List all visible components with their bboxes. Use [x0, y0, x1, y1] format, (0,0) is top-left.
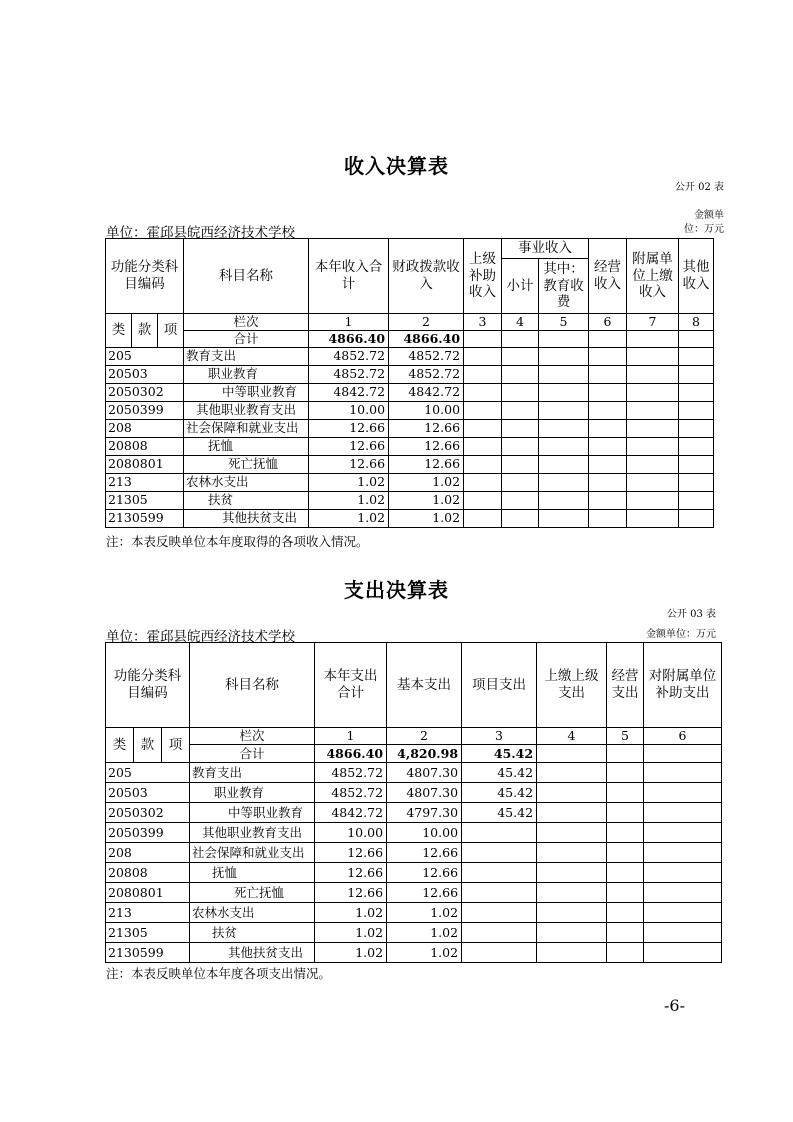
table-row: [106, 783, 722, 803]
expense-header-kuan: 款: [134, 728, 162, 763]
income-col-number: 7: [627, 314, 679, 331]
row-project: [462, 903, 537, 923]
income-col-number: 5: [539, 314, 589, 331]
row-basic: 4797.30: [387, 803, 462, 823]
expense-header-basic: 基本支出: [387, 643, 462, 728]
row-basic: 10.00: [387, 823, 462, 843]
row-code: 21305: [106, 491, 184, 509]
row-total: 10.00: [315, 823, 387, 843]
expense-header-operating: 经营支出: [607, 643, 644, 728]
row-fiscal: 4842.72: [389, 383, 464, 401]
row-name: 抚恤: [184, 437, 309, 455]
row-code: 205: [106, 763, 190, 783]
expense-col-number: 2: [387, 728, 462, 745]
income-header-affiliated: 附属单位上缴收入: [627, 239, 679, 314]
table-row: [106, 383, 714, 401]
row-code: 208: [106, 419, 184, 437]
row-name: 扶贫: [184, 491, 309, 509]
row-name: 扶贫: [190, 923, 315, 943]
row-total: 1.02: [315, 943, 387, 963]
row-total: 4842.72: [315, 803, 387, 823]
row-total: 1.02: [315, 923, 387, 943]
income-col-number: 3: [464, 314, 502, 331]
row-fiscal: 12.66: [389, 437, 464, 455]
expense-header-code: 功能分类科目编码: [106, 643, 190, 728]
row-basic: 4807.30: [387, 783, 462, 803]
income-col-number: 2: [389, 314, 464, 331]
income-form-no: 公开 02 表: [674, 182, 724, 193]
income-header-lei: 类: [106, 314, 132, 348]
income-header-business: 事业收入: [502, 239, 589, 259]
expense-col-number: 1: [315, 728, 387, 745]
income-header-code: 功能分类科目编码: [106, 239, 184, 314]
row-total: 12.66: [315, 863, 387, 883]
expense-lanci-label: 栏次: [190, 728, 315, 745]
row-basic: 12.66: [387, 843, 462, 863]
income-header-name: 科目名称: [184, 239, 309, 314]
row-name: 中等职业教育: [184, 383, 309, 401]
row-name: 农林水支出: [184, 473, 309, 491]
table-row: [106, 903, 722, 923]
row-name: 中等职业教育: [190, 803, 315, 823]
expense-org-unit: 单位：霍邱县皖西经济技术学校: [106, 629, 295, 645]
expense-header-name: 科目名称: [190, 643, 315, 728]
expense-col-number: 4: [537, 728, 607, 745]
table-row: [106, 347, 714, 365]
row-name: 农林水支出: [190, 903, 315, 923]
income-header-subtotal: 小计: [502, 259, 539, 314]
row-code: 20808: [106, 863, 190, 883]
row-total: 4852.72: [309, 365, 389, 383]
expense-form-no: 公开 03 表: [666, 609, 716, 620]
table-row: [106, 923, 722, 943]
income-org-unit: 单位：霍邱县皖西经济技术学校: [106, 225, 295, 241]
table-row: [106, 419, 714, 437]
table-row: [106, 455, 714, 473]
expense-header-xiang: 项: [162, 728, 190, 763]
table-row: [106, 365, 714, 383]
table-row: [106, 473, 714, 491]
row-code: 2080801: [106, 455, 184, 473]
table-row: [106, 803, 722, 823]
income-note: 注：本表反映单位本年度取得的各项收入情况。: [106, 534, 369, 549]
row-code: 2050399: [106, 401, 184, 419]
income-header-superior: 上级补助收入: [464, 239, 502, 314]
row-name: 其他扶贫支出: [184, 509, 309, 527]
expense-table: [105, 642, 722, 963]
row-total: 10.00: [309, 401, 389, 419]
row-name: 抚恤: [190, 863, 315, 883]
page-number: -6-: [664, 996, 685, 1015]
row-project: [462, 823, 537, 843]
row-name: 社会保障和就业支出: [184, 419, 309, 437]
table-row: [106, 491, 714, 509]
row-name: 教育支出: [184, 347, 309, 365]
row-total: 1.02: [309, 473, 389, 491]
row-code: 20503: [106, 365, 184, 383]
income-title: 收入决算表: [344, 154, 449, 178]
expense-header-remit: 上缴上级支出: [537, 643, 607, 728]
row-total: 4852.72: [315, 783, 387, 803]
row-fiscal: 1.02: [389, 509, 464, 527]
row-basic: 1.02: [387, 943, 462, 963]
row-project: 45.42: [462, 803, 537, 823]
income-total-value: 4866.40: [309, 330, 389, 347]
row-total: 12.66: [315, 843, 387, 863]
row-code: 213: [106, 903, 190, 923]
income-header-total: 本年收入合计: [309, 239, 389, 314]
row-total: 12.66: [309, 419, 389, 437]
row-basic: 1.02: [387, 923, 462, 943]
row-fiscal: 4852.72: [389, 347, 464, 365]
row-code: 21305: [106, 923, 190, 943]
table-row: [106, 763, 722, 783]
row-code: 2050302: [106, 383, 184, 401]
row-basic: 1.02: [387, 903, 462, 923]
row-code: 2050302: [106, 803, 190, 823]
row-code: 2080801: [106, 883, 190, 903]
row-total: 1.02: [309, 491, 389, 509]
row-total: 12.66: [309, 437, 389, 455]
income-table: [105, 238, 714, 528]
income-total-fiscal: 4866.40: [389, 330, 464, 347]
row-fiscal: 12.66: [389, 419, 464, 437]
row-total: 12.66: [315, 883, 387, 903]
row-project: 45.42: [462, 763, 537, 783]
expense-total-value: 4866.40: [315, 745, 387, 763]
expense-total-basic: 4,820.98: [387, 745, 462, 763]
table-row: [106, 823, 722, 843]
expense-amount-unit: 金额单位：万元: [646, 629, 716, 640]
income-header-operating: 经营收入: [589, 239, 627, 314]
row-total: 1.02: [309, 509, 389, 527]
row-project: [462, 843, 537, 863]
row-fiscal: 10.00: [389, 401, 464, 419]
income-col-number: 8: [679, 314, 714, 331]
row-code: 213: [106, 473, 184, 491]
row-code: 2130599: [106, 943, 190, 963]
expense-col-number: 5: [607, 728, 644, 745]
table-row: [106, 943, 722, 963]
row-name: 死亡抚恤: [184, 455, 309, 473]
expense-col-number: 3: [462, 728, 537, 745]
expense-header-lei: 类: [106, 728, 134, 763]
income-header-fiscal: 财政拨款收入: [389, 239, 464, 314]
row-name: 职业教育: [190, 783, 315, 803]
income-col-number: 6: [589, 314, 627, 331]
row-name: 教育支出: [190, 763, 315, 783]
row-name: 职业教育: [184, 365, 309, 383]
expense-header-subsidy: 对附属单位补助支出: [644, 643, 722, 728]
table-row: [106, 883, 722, 903]
expense-col-number: 6: [644, 728, 722, 745]
row-code: 205: [106, 347, 184, 365]
expense-total-project: 45.42: [462, 745, 537, 763]
row-total: 4852.72: [315, 763, 387, 783]
table-row: [106, 437, 714, 455]
expense-note: 注：本表反映单位本年度各项支出情况。: [106, 966, 332, 981]
row-fiscal: 12.66: [389, 455, 464, 473]
income-col-number: 4: [502, 314, 539, 331]
table-row: [106, 509, 714, 527]
row-total: 4852.72: [309, 347, 389, 365]
row-basic: 12.66: [387, 863, 462, 883]
row-project: [462, 883, 537, 903]
income-col-number: 1: [309, 314, 389, 331]
row-project: [462, 923, 537, 943]
expense-header-project: 项目支出: [462, 643, 537, 728]
expense-total-label: 合计: [190, 745, 315, 763]
row-project: [462, 863, 537, 883]
row-name: 其他扶贫支出: [190, 943, 315, 963]
row-project: 45.42: [462, 783, 537, 803]
row-fiscal: 1.02: [389, 491, 464, 509]
income-header-other: 其他收入: [679, 239, 714, 314]
row-total: 1.02: [315, 903, 387, 923]
income-header-edu-fee: 其中：教育收费: [539, 259, 589, 314]
row-code: 20808: [106, 437, 184, 455]
income-header-kuan: 款: [132, 314, 158, 348]
row-fiscal: 4852.72: [389, 365, 464, 383]
row-total: 12.66: [309, 455, 389, 473]
row-code: 20503: [106, 783, 190, 803]
table-row: [106, 401, 714, 419]
row-name: 社会保障和就业支出: [190, 843, 315, 863]
row-basic: 4807.30: [387, 763, 462, 783]
income-header-xiang: 项: [158, 314, 184, 348]
expense-header-total: 本年支出合计: [315, 643, 387, 728]
row-total: 4842.72: [309, 383, 389, 401]
table-row: [106, 863, 722, 883]
row-code: 2130599: [106, 509, 184, 527]
row-basic: 12.66: [387, 883, 462, 903]
row-code: 2050399: [106, 823, 190, 843]
row-code: 208: [106, 843, 190, 863]
income-total-label: 合计: [184, 330, 309, 347]
row-fiscal: 1.02: [389, 473, 464, 491]
row-name: 其他职业教育支出: [184, 401, 309, 419]
table-row: [106, 843, 722, 863]
row-name: 其他职业教育支出: [190, 823, 315, 843]
row-name: 死亡抚恤: [190, 883, 315, 903]
expense-title: 支出决算表: [344, 578, 449, 602]
income-lanci-label: 栏次: [184, 314, 309, 331]
income-amount-unit: 金额单位：万元: [684, 210, 724, 235]
row-project: [462, 943, 537, 963]
